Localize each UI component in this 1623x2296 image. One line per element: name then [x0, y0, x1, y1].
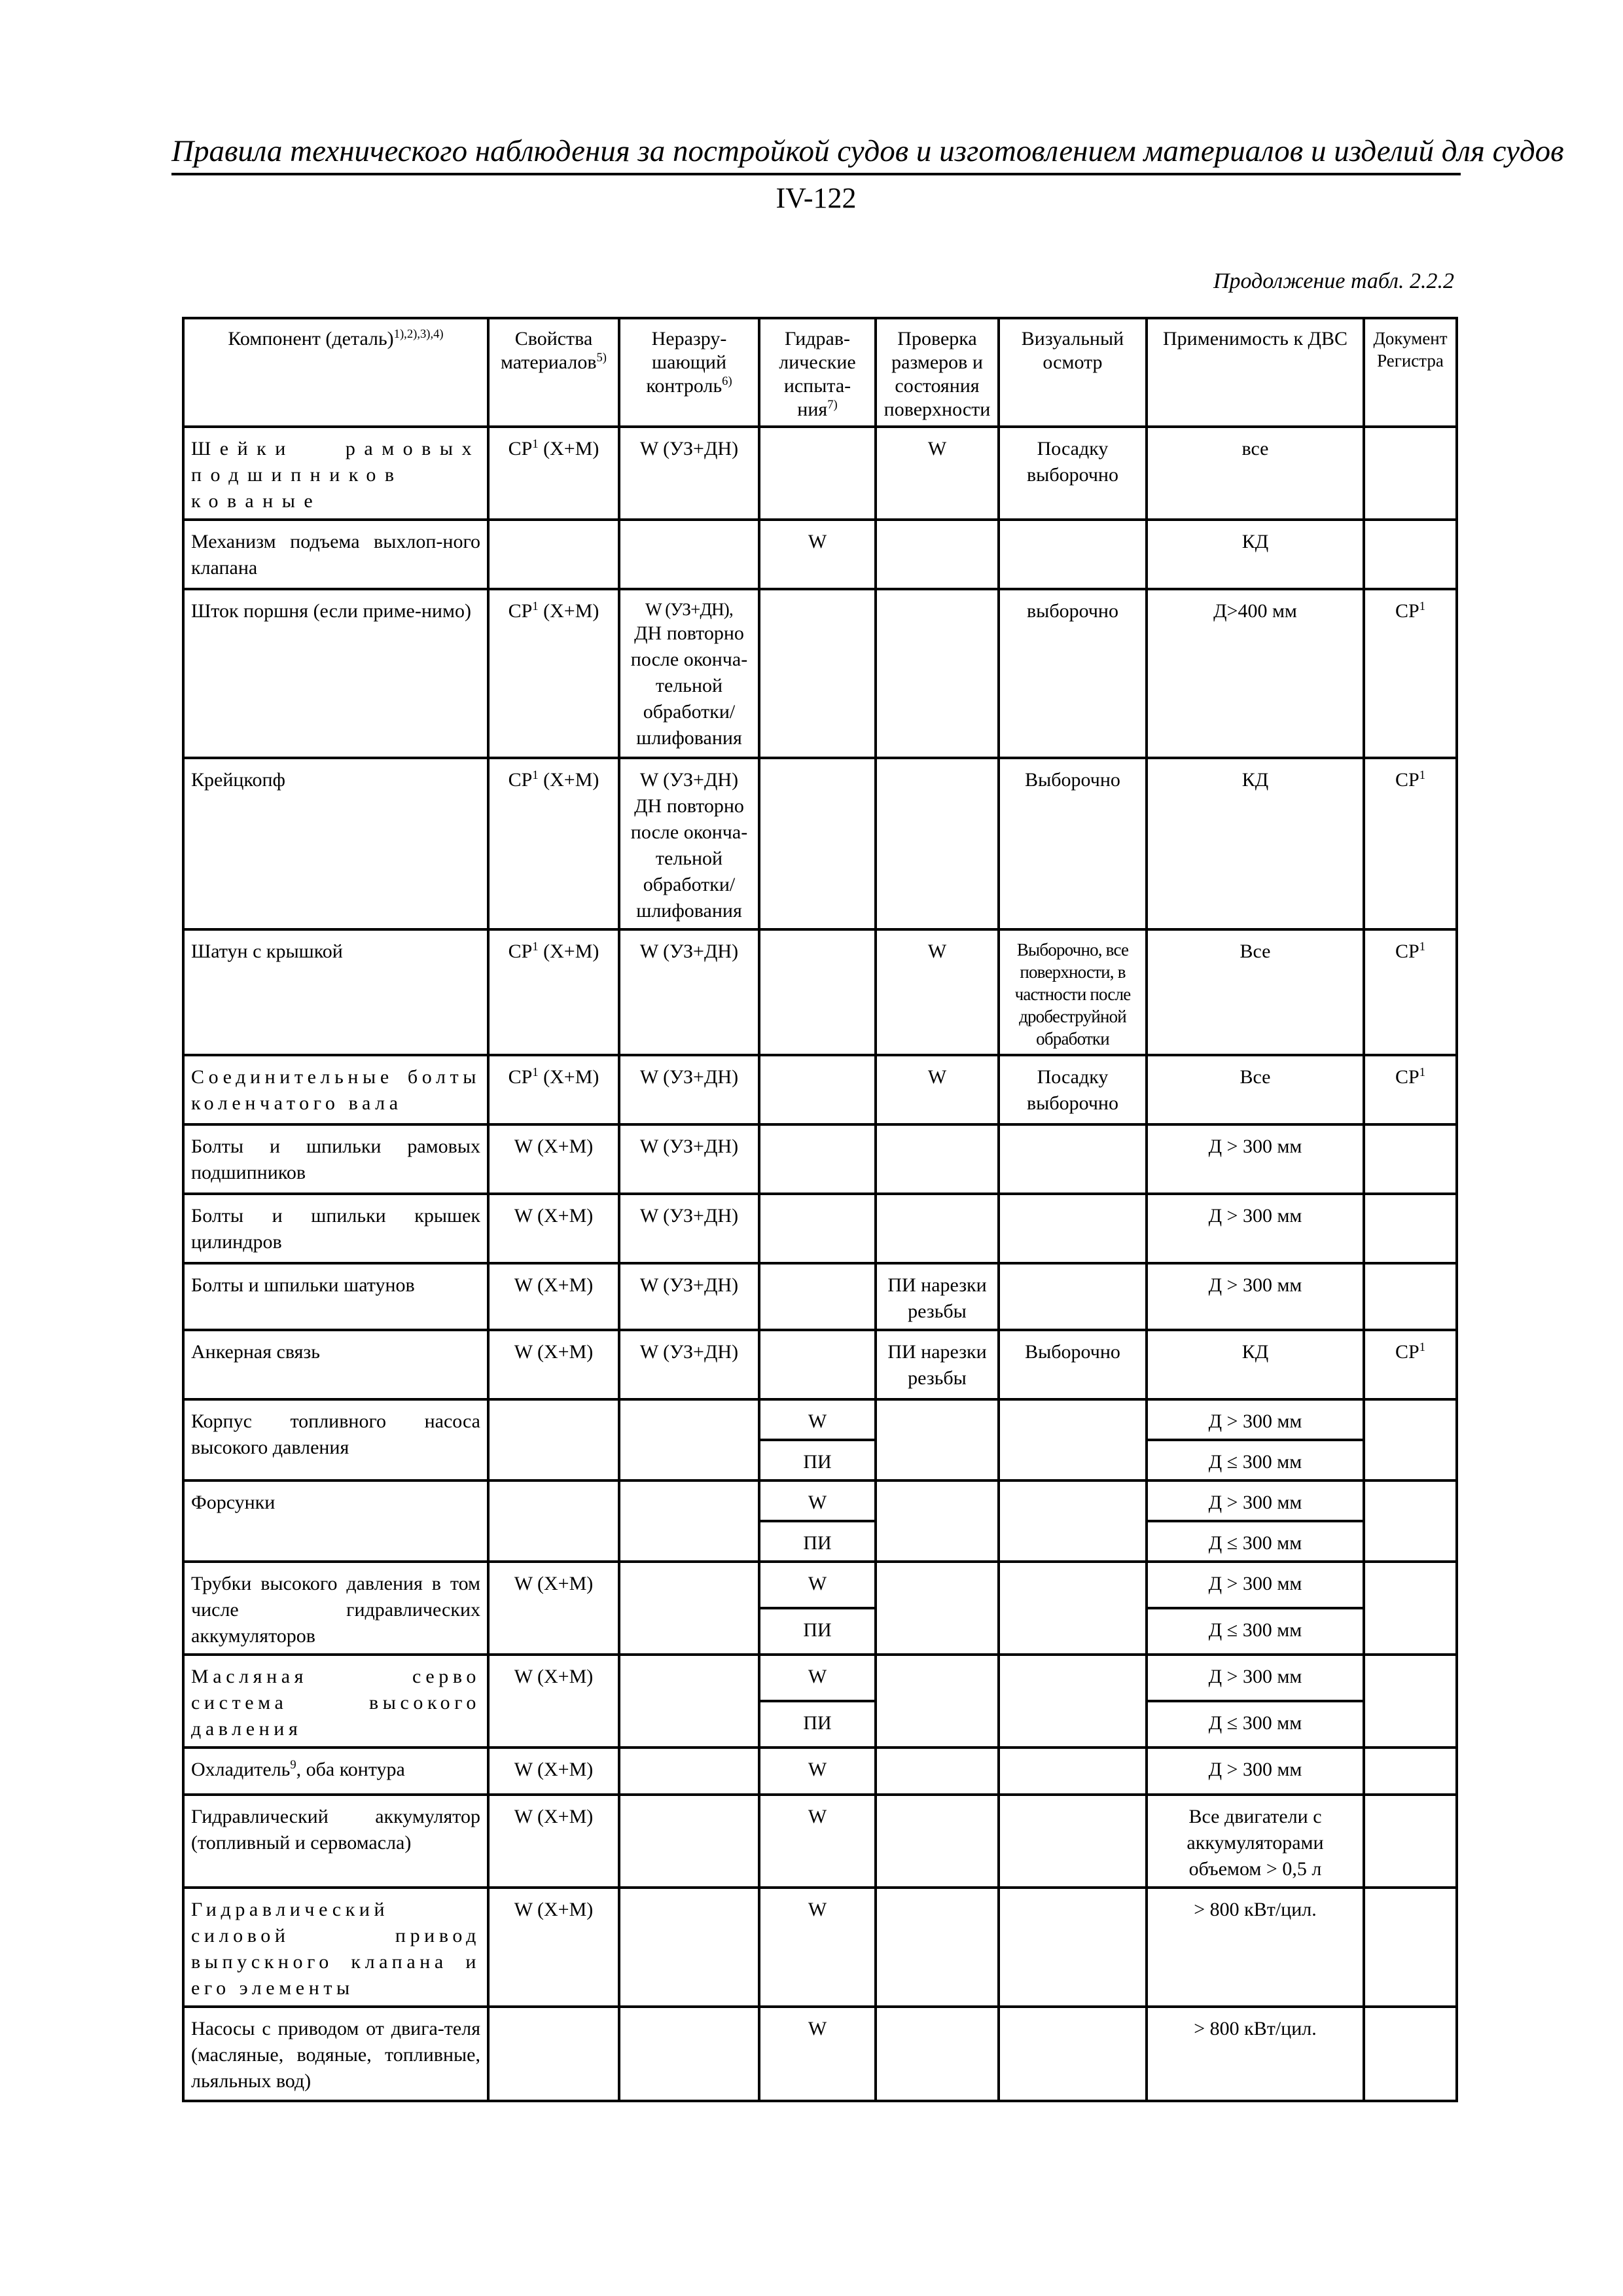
- cell-component: Охладитель$^9$, оба контура: [183, 1748, 488, 1795]
- cell-ndt: [619, 1399, 759, 1480]
- cell-materials: $CP^1$ (X+M): [488, 1055, 619, 1124]
- table-row: [183, 1480, 1457, 1521]
- cell-dims: [876, 2007, 999, 2101]
- cell-applicability: Д > 300 мм: [1147, 1562, 1364, 1608]
- cell-register-doc: [1364, 1655, 1457, 1748]
- header-ndt: Неразру-шающий контроль$^{6)}$: [619, 318, 759, 427]
- cell-hydro: ПИ: [759, 1440, 876, 1480]
- cell-applicability: КД: [1147, 520, 1364, 589]
- cell-hydro: W: [759, 1795, 876, 1888]
- cell-dims: [876, 1748, 999, 1795]
- cell-materials: $CP^1$ (X+M): [488, 929, 619, 1055]
- cell-hydro: W: [759, 2007, 876, 2101]
- cell-dims: W: [876, 929, 999, 1055]
- header-title: Правила технического наблюдения за постройкой судов и изготовлением материалов и изделий для судов: [171, 134, 1564, 168]
- cell-visual: Посадку выборочно: [999, 1055, 1147, 1124]
- table-row: [183, 427, 1457, 520]
- cell-hydro: W: [759, 1562, 876, 1608]
- cell-ndt: W (УЗ+ДН): [619, 1263, 759, 1330]
- cell-materials: [488, 520, 619, 589]
- cell-applicability: > 800 кВт/цил.: [1147, 1888, 1364, 2007]
- table-row: [183, 1055, 1457, 1124]
- cell-applicability: все: [1147, 427, 1364, 520]
- cell-hydro: W: [759, 1655, 876, 1701]
- cell-register-doc: $CP^1$: [1364, 929, 1457, 1055]
- cell-materials: $CP^1$ (X+M): [488, 427, 619, 520]
- cell-materials: [488, 1480, 619, 1562]
- cell-component: Масляная серво система высокого давления: [183, 1655, 488, 1748]
- cell-ndt: [619, 2007, 759, 2101]
- cell-component: Механизм подъема выхлоп-ного клапана: [183, 520, 488, 589]
- cell-applicability: Все двигатели с аккумуляторами объемом > 0,5 л: [1147, 1795, 1364, 1888]
- cell-ndt: W (УЗ+ДН): [619, 1330, 759, 1399]
- table-row: [183, 1194, 1457, 1263]
- cell-register-doc: $CP^1$: [1364, 1055, 1457, 1124]
- cell-dims: W: [876, 427, 999, 520]
- cell-visual: [999, 1399, 1147, 1480]
- header-component: Компонент (деталь)$^{1),2),3),4)}$: [183, 318, 488, 427]
- cell-materials: W (X+M): [488, 1888, 619, 2007]
- table-row: [183, 1888, 1457, 2007]
- cell-register-doc: [1364, 520, 1457, 589]
- header-applicability: Применимость к ДВС: [1147, 318, 1364, 427]
- cell-register-doc: [1364, 1480, 1457, 1562]
- cell-hydro: [759, 427, 876, 520]
- cell-applicability: Д > 300 мм: [1147, 1263, 1364, 1330]
- cell-materials: W (X+M): [488, 1263, 619, 1330]
- header-visual: Визуальный осмотр: [999, 318, 1147, 427]
- cell-applicability: Д > 300 мм: [1147, 1124, 1364, 1194]
- cell-hydro: [759, 929, 876, 1055]
- cell-component: Форсунки: [183, 1480, 488, 1562]
- cell-ndt: [619, 1562, 759, 1655]
- cell-visual: Выборочно: [999, 1330, 1147, 1399]
- cell-register-doc: $CP^1$: [1364, 758, 1457, 929]
- cell-register-doc: [1364, 1748, 1457, 1795]
- cell-applicability: Д > 300 мм: [1147, 1399, 1364, 1440]
- cell-visual: [999, 1748, 1147, 1795]
- cell-ndt: W (УЗ+ДН): [619, 929, 759, 1055]
- cell-materials: $CP^1$ (X+M): [488, 589, 619, 758]
- cell-ndt: W (УЗ+ДН): [619, 427, 759, 520]
- cell-hydro: ПИ: [759, 1701, 876, 1748]
- cell-materials: W (X+M): [488, 1655, 619, 1748]
- cell-applicability: Д > 300 мм: [1147, 1480, 1364, 1521]
- cell-component: Насосы с приводом от двига-теля (масляные, водяные, топливные, льяльных вод): [183, 2007, 488, 2101]
- cell-dims: [876, 1655, 999, 1748]
- cell-materials: W (X+M): [488, 1194, 619, 1263]
- cell-component: Трубки высокого давления в том числе гидравлических аккумуляторов: [183, 1562, 488, 1655]
- table-row: [183, 758, 1457, 929]
- cell-visual: [999, 1795, 1147, 1888]
- table-row: [183, 1330, 1457, 1399]
- table-row: [183, 1655, 1457, 1701]
- cell-materials: $CP^1$ (X+M): [488, 758, 619, 929]
- cell-ndt: W (УЗ+ДН) ДН повторно после оконча-тельной обработки/ шлифования: [619, 758, 759, 929]
- cell-visual: [999, 1562, 1147, 1655]
- cell-visual: [999, 1480, 1147, 1562]
- cell-applicability: Д>400 мм: [1147, 589, 1364, 758]
- cell-visual: [999, 1194, 1147, 1263]
- cell-applicability: Д ≤ 300 мм: [1147, 1608, 1364, 1655]
- cell-visual: [999, 1124, 1147, 1194]
- cell-ndt: W (УЗ+ДН), ДН повторно после оконча-тельной обработки/ шлифования: [619, 589, 759, 758]
- cell-ndt: W (УЗ+ДН): [619, 1055, 759, 1124]
- cell-visual: [999, 2007, 1147, 2101]
- cell-visual: [999, 1888, 1147, 2007]
- cell-dims: [876, 1795, 999, 1888]
- cell-hydro: ПИ: [759, 1521, 876, 1562]
- header-materials: Свойства материалов$^{5)}$: [488, 318, 619, 427]
- cell-hydro: W: [759, 1480, 876, 1521]
- cell-hydro: W: [759, 520, 876, 589]
- cell-component: Соединительные болты коленчатого вала: [183, 1055, 488, 1124]
- cell-visual: Посадку выборочно: [999, 427, 1147, 520]
- cell-ndt: [619, 520, 759, 589]
- table-row: [183, 2007, 1457, 2101]
- cell-register-doc: [1364, 1194, 1457, 1263]
- cell-visual: [999, 520, 1147, 589]
- table-row: [183, 1263, 1457, 1330]
- cell-component: Болты и шпильки шатунов: [183, 1263, 488, 1330]
- header-hydro: Гидрав-лические испыта-ния$^{7)}$: [759, 318, 876, 427]
- cell-dims: [876, 1124, 999, 1194]
- cell-register-doc: [1364, 427, 1457, 520]
- cell-component: Корпус топливного насоса высокого давления: [183, 1399, 488, 1480]
- cell-applicability: КД: [1147, 1330, 1364, 1399]
- cell-hydro: [759, 1330, 876, 1399]
- cell-register-doc: $CP^1$: [1364, 589, 1457, 758]
- table-caption: Продолжение табл. 2.2.2: [1213, 269, 1454, 293]
- cell-register-doc: $CP^1$: [1364, 1330, 1457, 1399]
- cell-hydro: W: [759, 1888, 876, 2007]
- cell-applicability: Д ≤ 300 мм: [1147, 1701, 1364, 1748]
- table-row: [183, 1795, 1457, 1888]
- cell-hydro: [759, 1124, 876, 1194]
- cell-dims: [876, 1194, 999, 1263]
- cell-applicability: Все: [1147, 1055, 1364, 1124]
- cell-ndt: W (УЗ+ДН): [619, 1194, 759, 1263]
- cell-dims: [876, 1399, 999, 1480]
- inspection-table: [182, 317, 1458, 2102]
- cell-hydro: [759, 1194, 876, 1263]
- cell-applicability: Д > 300 мм: [1147, 1655, 1364, 1701]
- cell-dims: [876, 1562, 999, 1655]
- table-row: [183, 1562, 1457, 1608]
- cell-dims: [876, 1480, 999, 1562]
- cell-hydro: W: [759, 1748, 876, 1795]
- page-number: IV-122: [776, 182, 857, 214]
- cell-ndt: [619, 1795, 759, 1888]
- cell-hydro: W: [759, 1399, 876, 1440]
- cell-hydro: [759, 589, 876, 758]
- cell-materials: [488, 2007, 619, 2101]
- cell-ndt: [619, 1888, 759, 2007]
- cell-register-doc: [1364, 1399, 1457, 1480]
- table-header-row: [183, 318, 1457, 427]
- cell-visual: [999, 1263, 1147, 1330]
- cell-dims: [876, 1888, 999, 2007]
- cell-visual: Выборочно, все поверхности, в частности после дробеструйной обработки: [999, 929, 1147, 1055]
- cell-component: Гидравлический аккумулятор (топливный и сервомасла): [183, 1795, 488, 1888]
- table-row: [183, 520, 1457, 589]
- cell-applicability: Д ≤ 300 мм: [1147, 1521, 1364, 1562]
- cell-register-doc: [1364, 2007, 1457, 2101]
- cell-materials: W (X+M): [488, 1124, 619, 1194]
- header-rule: [171, 173, 1461, 175]
- header-dims: Проверка размеров и состояния поверхности: [876, 318, 999, 427]
- cell-dims: [876, 520, 999, 589]
- cell-ndt: [619, 1748, 759, 1795]
- table-row: [183, 1748, 1457, 1795]
- cell-visual: выборочно: [999, 589, 1147, 758]
- cell-applicability: КД: [1147, 758, 1364, 929]
- cell-hydro: ПИ: [759, 1608, 876, 1655]
- cell-hydro: [759, 1055, 876, 1124]
- cell-dims: ПИ нарезки резьбы: [876, 1330, 999, 1399]
- cell-applicability: > 800 кВт/цил.: [1147, 2007, 1364, 2101]
- cell-dims: W: [876, 1055, 999, 1124]
- cell-materials: W (X+M): [488, 1748, 619, 1795]
- cell-dims: [876, 589, 999, 758]
- cell-materials: W (X+M): [488, 1330, 619, 1399]
- cell-register-doc: [1364, 1562, 1457, 1655]
- cell-ndt: [619, 1655, 759, 1748]
- cell-register-doc: [1364, 1263, 1457, 1330]
- cell-component: Шейки рамовых подшипников кованые: [183, 427, 488, 520]
- cell-hydro: [759, 1263, 876, 1330]
- cell-applicability: Д > 300 мм: [1147, 1194, 1364, 1263]
- cell-component: Анкерная связь: [183, 1330, 488, 1399]
- table-row: [183, 1399, 1457, 1440]
- cell-component: Шток поршня (если приме-нимо): [183, 589, 488, 758]
- header-register-doc: Документ Регистра: [1364, 318, 1457, 427]
- cell-hydro: [759, 758, 876, 929]
- cell-component: Шатун с крышкой: [183, 929, 488, 1055]
- cell-materials: W (X+M): [488, 1562, 619, 1655]
- cell-component: Гидравлический силовой привод выпускного клапана и его элементы: [183, 1888, 488, 2007]
- cell-register-doc: [1364, 1888, 1457, 2007]
- cell-component: Крейцкопф: [183, 758, 488, 929]
- cell-materials: [488, 1399, 619, 1480]
- table-row: [183, 589, 1457, 758]
- cell-register-doc: [1364, 1124, 1457, 1194]
- cell-ndt: W (УЗ+ДН): [619, 1124, 759, 1194]
- cell-visual: [999, 1655, 1147, 1748]
- table-row: [183, 929, 1457, 1055]
- cell-applicability: Все: [1147, 929, 1364, 1055]
- cell-dims: ПИ нарезки резьбы: [876, 1263, 999, 1330]
- page-header: [171, 131, 1564, 217]
- cell-materials: W (X+M): [488, 1795, 619, 1888]
- cell-dims: [876, 758, 999, 929]
- cell-applicability: Д > 300 мм: [1147, 1748, 1364, 1795]
- cell-component: Болты и шпильки крышек цилиндров: [183, 1194, 488, 1263]
- cell-ndt: [619, 1480, 759, 1562]
- cell-component: Болты и шпильки рамовых подшипников: [183, 1124, 488, 1194]
- table-row: [183, 1124, 1457, 1194]
- cell-visual: Выборочно: [999, 758, 1147, 929]
- cell-applicability: Д ≤ 300 мм: [1147, 1440, 1364, 1480]
- cell-register-doc: [1364, 1795, 1457, 1888]
